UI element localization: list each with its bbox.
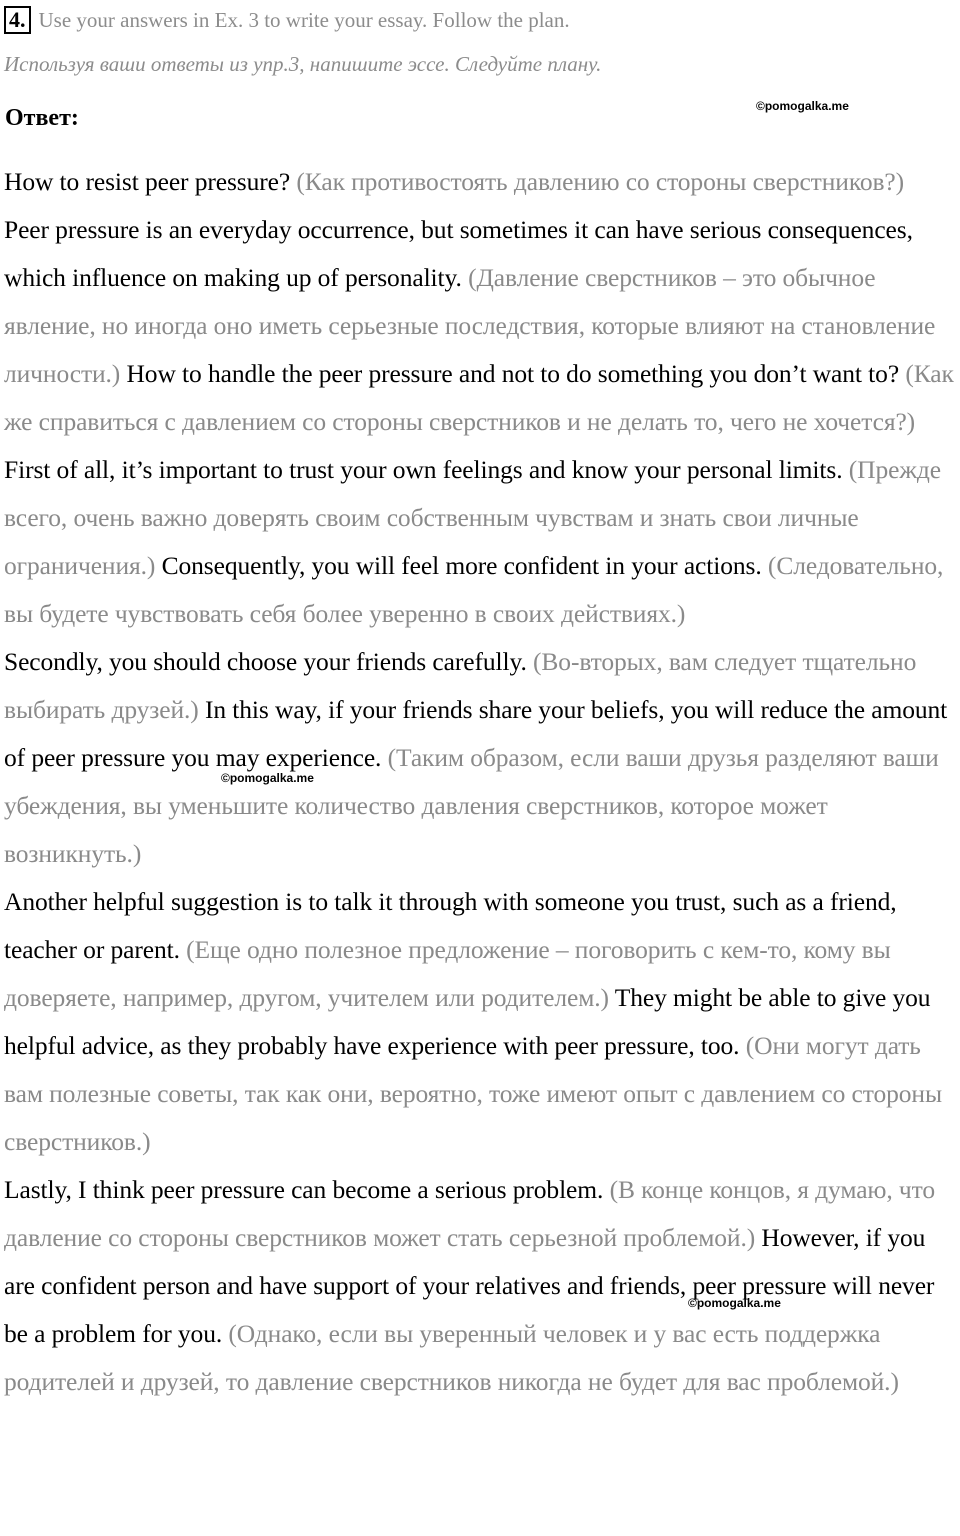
essay-text: [4, 158, 956, 1406]
sentence-en: They might be able to give you helpful advice, as they probably have experience with peer pressure, too.: [4, 983, 931, 1060]
sentence-en: Lastly, I think peer pressure can become a serious problem.: [4, 1175, 610, 1204]
instruction-english: Use your answers in Ex. 3 to write your essay. Follow the plan.: [38, 7, 570, 32]
sentence-en: How to handle the peer pressure and not to do something you don’t want to?: [126, 359, 906, 388]
translation-ru: (Они могут дать вам полезные советы, так как они, вероятно, тоже имеют опыт с давлением со стороны сверстников.): [4, 1031, 942, 1156]
sentence-en: In this way, if your friends share your beliefs, you will reduce the amount of peer pressure you may experience.: [4, 695, 948, 772]
instruction-russian: Используя ваши ответы из упр.3, напишите эссе. Следуйте плану.: [4, 52, 602, 76]
translation-ru: (Следовательно, вы будете чувствовать себя более уверенно в своих действиях.): [4, 551, 944, 628]
essay-paragraph: [4, 638, 956, 878]
exercise-number: 4.: [4, 6, 31, 34]
translation-ru: (Как же справиться с давлением со стороны сверстников и не делать то, чего не хочется?): [4, 359, 954, 436]
watermark: ©pomogalka.me: [756, 99, 849, 113]
essay-title: [4, 158, 956, 206]
sentence-en: Another helpful suggestion is to talk it through with someone you trust, such as a friend, teacher or parent.: [4, 887, 897, 964]
essay-paragraph: [4, 446, 956, 638]
sentence-en: First of all, it’s important to trust your own feelings and know your personal limits.: [4, 455, 849, 484]
translation-ru: (Прежде всего, очень важно доверять своим собственным чувствам и знать свои личные ограничения.): [4, 455, 941, 580]
watermark: ©pomogalka.me: [221, 771, 314, 785]
sentence-en: However, if you are confident person and have support of your relatives and friends, peer pressure will never be a problem for you.: [4, 1223, 935, 1348]
sentence-en: Consequently, you will feel more confident in your actions.: [161, 551, 768, 580]
watermark: ©pomogalka.me: [688, 1296, 781, 1310]
translation-ru: (В конце концов, я думаю, что давление со стороны сверстников может стать серьезной проблемой.): [4, 1175, 936, 1252]
sentence-en: How to resist peer pressure?: [4, 167, 297, 196]
translation-ru: (Еще одно полезное предложение – поговорить с кем-то, кому вы доверяете, например, другом, учителем или родителем.): [4, 935, 891, 1012]
sentence-en: Peer pressure is an everyday occurrence, but sometimes it can have serious consequences, which influence on making up of personality.: [4, 215, 913, 292]
essay-paragraph: [4, 878, 956, 1166]
translation-ru: (Однако, если вы уверенный человек и у вас есть поддержка родителей и друзей, то давление сверстников никогда не будет для вас проблемой.): [4, 1319, 899, 1396]
essay-conclusion: [4, 1166, 956, 1406]
exercise-header: [4, 4, 570, 36]
translation-ru: (Таким образом, если ваши друзья разделяют ваши убеждения, вы уменьшите количество давления сверстников, которое может возникнуть.): [4, 743, 939, 868]
translation-ru: (Во-вторых, вам следует тщательно выбирать друзей.): [4, 647, 917, 724]
essay-paragraph: [4, 206, 956, 446]
translation-ru: (Как противостоять давлению со стороны сверстников?): [296, 167, 905, 196]
sentence-en: Secondly, you should choose your friends carefully.: [4, 647, 533, 676]
answer-label: Ответ:: [5, 105, 79, 131]
translation-ru: (Давление сверстников – это обычное явление, но иногда оно иметь серьезные последствия, которые влияют на становление личности.): [4, 263, 936, 388]
